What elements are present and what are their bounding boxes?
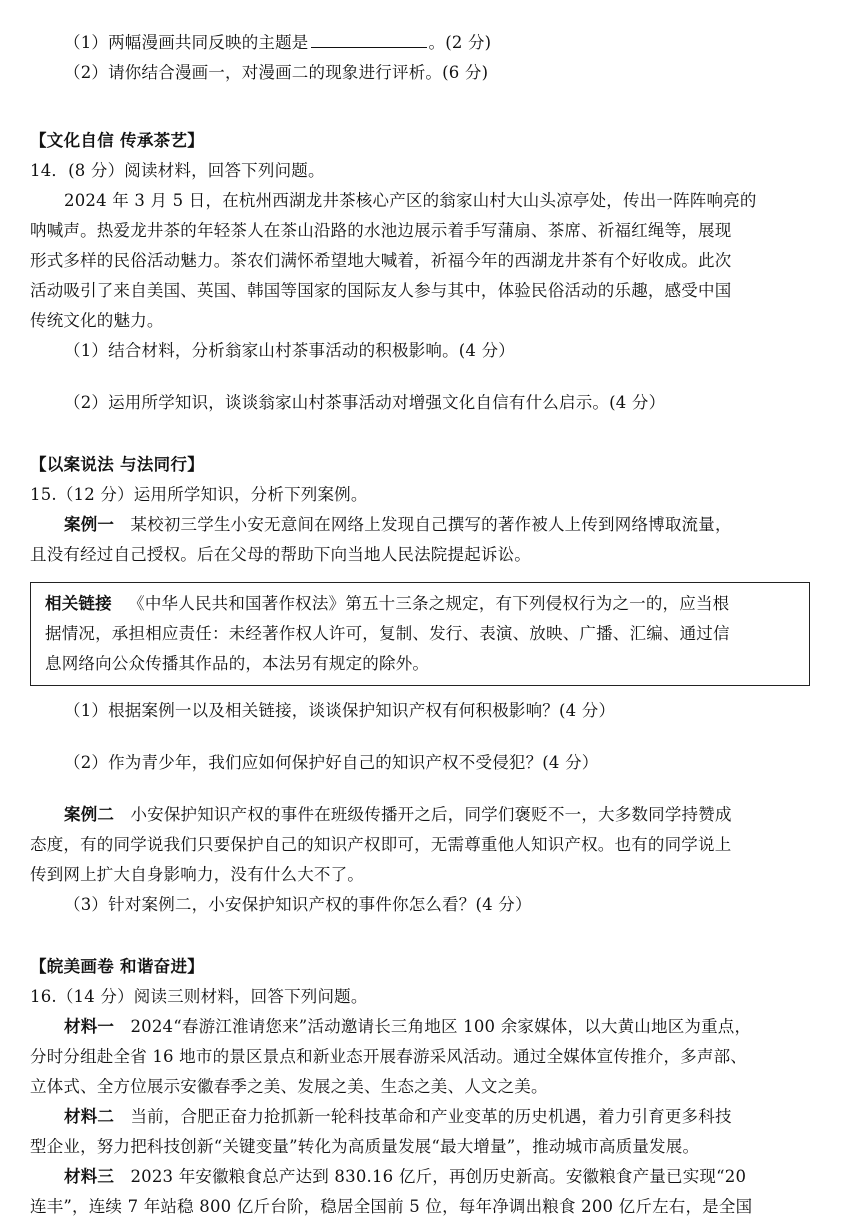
q13-sub1-suffix: 。(2 分) (428, 33, 492, 52)
material-2-text: 当前，合肥正奋力抢抓新一轮科技革命和产业变革的历史机遇，着力引育更多科技 (130, 1107, 732, 1126)
q13-sub2: （2）请你结合漫画一，对漫画二的现象进行评析。(6 分) (64, 63, 489, 82)
section-16-title: 【皖美画卷 和谐奋进】 (30, 957, 205, 976)
case-2-label: 案例二 (64, 805, 115, 824)
material-3-text: 2023 年安徽粮食总产达到 830.16 亿斤，再创历史新高。安徽粮食产量已实现“20 (130, 1167, 747, 1186)
case-1-line: 且没有经过自己授权。后在父母的帮助下向当地人民法院提起诉讼。 (30, 545, 531, 564)
related-link-box (30, 582, 810, 686)
section-14-para-line: 活动吸引了来自美国、英国、韩国等国家的国际友人参与其中，体验民俗活动的乐趣，感受中国 (30, 281, 732, 300)
question-14-1: （1）结合材料，分析翁家山村茶事活动的积极影响。(4 分） (64, 341, 515, 360)
answer-blank[interactable] (311, 29, 427, 48)
question-15-3: （3）针对案例二，小安保护知识产权的事件你怎么看？(4 分） (64, 895, 532, 914)
material-1-line: 分时分组赴全省 16 地市的景区景点和新业态开展春游采风活动。通过全媒体宣传推介，多声部、 (30, 1047, 747, 1066)
section-14-para-line: 传统文化的魅力。 (30, 311, 164, 330)
related-link-line: 息网络向公众传播其作品的，本法另有规定的除外。 (45, 654, 430, 673)
material-1-line: 立体式、全方位展示安徽春季之美、发展之美、生态之美、人文之美。 (30, 1077, 548, 1096)
material-1-line (30, 1012, 838, 1042)
section-14-para-line: 呐喊声。热爱龙井茶的年轻茶人在茶山沿路的水池边展示着手写蒲扇、茶席、祈福红绳等，展现 (30, 221, 732, 240)
question-15-1: （1）根据案例一以及相关链接，谈谈保护知识产权有何积极影响？(4 分） (64, 701, 616, 720)
case-2-line: 态度，有的同学说我们只要保护自己的知识产权即可，无需尊重他人知识产权。也有的同学说上 (30, 835, 732, 854)
case-2-line (30, 800, 838, 830)
material-3-line: 连丰”，连续 7 年站稳 800 亿斤台阶，稳居全国前 5 位，每年净调出粮食 200 亿斤左右，是全国 (30, 1197, 753, 1216)
related-link-line (45, 589, 795, 619)
material-3-label: 材料三 (64, 1167, 115, 1186)
related-link-line: 据情况，承担相应责任：未经著作权人许可，复制、发行、表演、放映、广播、汇编、通过信 (45, 624, 730, 643)
q13-sub1-prefix: （1）两幅漫画共同反映的主题是 (64, 33, 309, 52)
section-14-para-line: 形式多样的民俗活动魅力。茶农们满怀希望地大喊着，祈福今年的西湖龙井茶有个好收成。此次 (30, 251, 732, 270)
section-15-title: 【以案说法 与法同行】 (30, 455, 205, 474)
question-14-head: 14．(8 分）阅读材料，回答下列问题。 (30, 161, 325, 180)
material-2-label: 材料二 (64, 1107, 115, 1126)
question-16-head: 16.（14 分）阅读三则材料，回答下列问题。 (30, 987, 368, 1006)
related-link-text: 《中华人民共和国著作权法》第五十三条之规定，有下列侵权行为之一的，应当根 (128, 594, 730, 613)
material-2-line: 型企业，努力把科技创新“关键变量”转化为高质量发展“最大增量”，推动城市高质量发展。 (30, 1137, 700, 1156)
case-2-text: 小安保护知识产权的事件在班级传播开之后，同学们褒贬不一，大多数同学持赞成 (130, 805, 732, 824)
case-1-label: 案例一 (64, 515, 115, 534)
case-1-line (30, 510, 838, 540)
material-3-line (30, 1162, 838, 1192)
question-14-2: （2）运用所学知识，谈谈翁家山村茶事活动对增强文化自信有什么启示。(4 分） (64, 393, 666, 412)
material-1-label: 材料一 (64, 1017, 115, 1036)
question-15-head: 15.（12 分）运用所学知识，分析下列案例。 (30, 485, 368, 504)
material-1-text: 2024“春游江淮请您来”活动邀请长三角地区 100 余家媒体，以大黄山地区为重点， (130, 1017, 752, 1036)
related-link-label: 相关链接 (45, 594, 112, 613)
question-15-2: （2）作为青少年，我们应如何保护好自己的知识产权不受侵犯？(4 分） (64, 753, 599, 772)
case-1-text: 某校初三学生小安无意间在网络上发现自己撰写的著作被人上传到网络博取流量， (130, 515, 732, 534)
section-14-title: 【文化自信 传承茶艺】 (30, 131, 205, 150)
material-2-line (30, 1102, 838, 1132)
case-2-line: 传到网上扩大自身影响力，没有什么大不了。 (30, 865, 364, 884)
section-14-para-line: 2024 年 3 月 5 日，在杭州西湖龙井茶核心产区的翁家山村大山头凉亭处，传出一阵阵响亮的 (64, 191, 757, 210)
q13-sub1 (30, 28, 838, 58)
